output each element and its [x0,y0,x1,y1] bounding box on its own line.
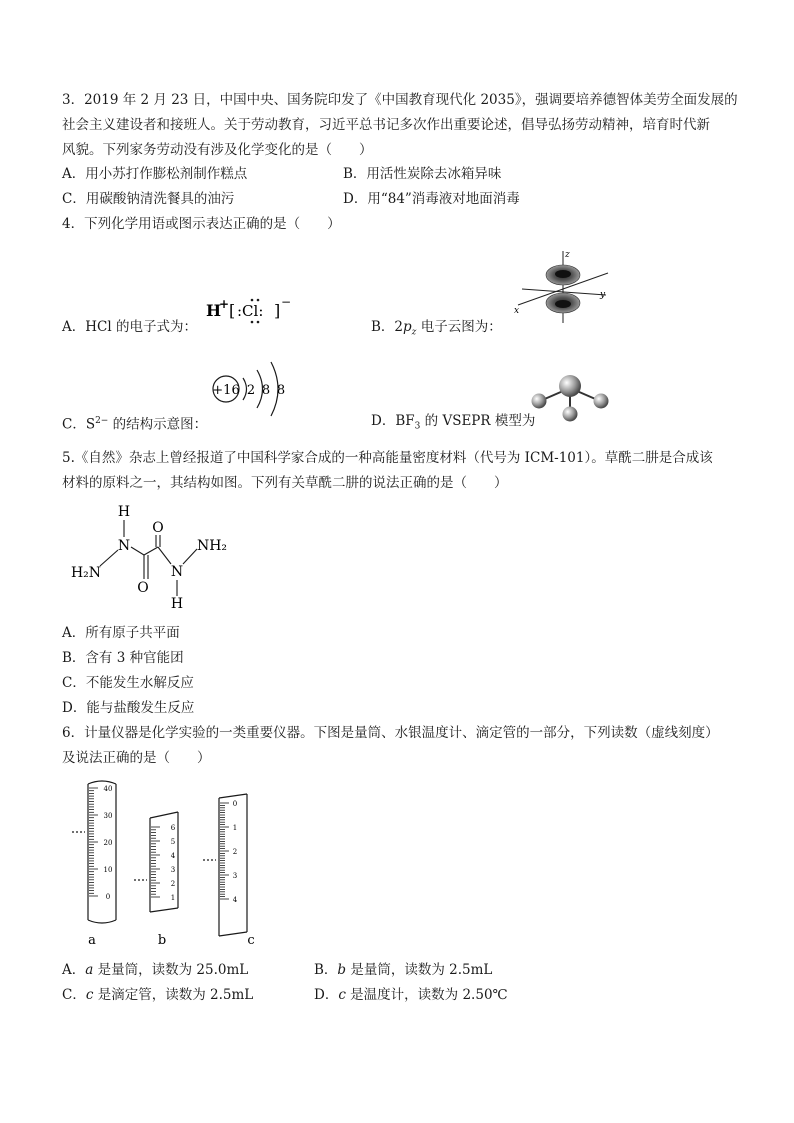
instrument-a-tick-label: 0 [105,893,111,901]
bf3-vsepr-model [526,370,612,426]
q3-stem-line1: 3．2019 年 2 月 23 日，中国中央、国务院印发了《中国教育现代化 2035》，强调要培养德智体美劳全面发展的 [62,92,738,108]
electron-dot [257,299,260,302]
x-axis-label: x [514,306,520,316]
q3-stem-line2: 社会主义建设者和接班人。关于劳动教育，习近平总书记多次作出重要论述，倡导弘扬劳动精神，培育时代新 [62,117,710,133]
electron-dot [251,299,254,302]
instrument-a-tick-label: 30 [103,812,113,820]
z-axis-label: z [565,250,570,260]
instrument-b-tick-label: 6 [170,824,176,832]
instrument-a-ticks [89,788,98,896]
instrument-c-tick-label: 0 [232,800,238,808]
q4-option-a: A．HCl 的电子式为： [62,319,197,335]
q3-stem-line3: 风貌。下列家务劳动没有涉及化学变化的是（ ） [62,142,373,158]
measuring-instruments-figure [68,778,278,950]
q6-option-d: D．c 是温度计，读数为 2.50℃ [314,987,508,1003]
hcl-h: H [206,301,222,320]
bond-c2-n [158,547,171,564]
instrument-c-ticks [220,803,229,899]
instrument-c-tick-label: 3 [232,872,238,880]
q5-option-c: C．不能发生水解反应 [62,675,194,691]
hcl-bracket-open: [ [229,301,236,320]
oxalyl-dihydrazide-structure [62,502,247,614]
q5-option-b: B．含有 3 种官能团 [62,650,184,666]
sulfide-structure-diagram [208,356,303,426]
lower-lobe-core [555,300,571,308]
hcl-plus: + [219,297,230,311]
bond-h2n-n [100,550,118,566]
q6-option-a: A．a 是量筒，读数为 25.0mL [62,962,249,978]
q4-option-d: D．$BF_3$ 的 VSEPR 模型为 [371,413,536,432]
instrument-b-tick-label: 4 [170,852,176,860]
instrument-b-bottom [150,908,178,912]
q5-stem-line1: 5.《自然》杂志上曾经报道了中国科学家合成的一种高能量密度材料（代号为 ICM-101）。草酰二肼是合成该 [62,450,713,466]
instrument-b-tick-label: 1 [170,894,176,902]
instrument-b-label: b [157,933,167,948]
q5-option-a: A．所有原子共平面 [62,625,180,641]
q6-stem-line1: 6．计量仪器是化学实验的一类重要仪器。下图是量筒、水银温度计、滴定管的一部分，下列读数（虚线刻度） [62,725,719,741]
q3-option-b: B．用活性炭除去冰箱异味 [343,166,502,182]
q4-stem: 4．下列化学用语或图示表达正确的是（ ） [62,216,341,232]
hcl-bracket-close: ] [274,301,281,320]
shell-electrons-3: 8 [276,383,286,398]
instrument-a-bottom [88,920,116,923]
instrument-c-tick-label: 1 [232,824,238,832]
instrument-a-tick-label: 40 [103,785,113,793]
atom-n-right: N [170,564,184,580]
instrument-a-tick-label: 10 [103,866,113,874]
bond-c1-c2 [144,547,158,555]
q3-option-d: D．用“84”消毒液对地面消毒 [343,191,520,207]
shell-electrons-1: 2 [246,383,256,398]
instrument-b-ticks [151,827,160,897]
instrument-c-top [219,794,247,798]
atom-h-top: H [117,504,131,520]
q3-option-c: C．用碳酸钠清洗餐具的油污 [62,191,235,207]
q3-option-a: A．用小苏打作膨松剂制作糕点 [62,166,248,182]
q6-stem-line2: 及说法正确的是（ ） [62,750,211,766]
hcl-minus: − [281,295,292,309]
nucleus-charge: +16 [212,383,240,398]
q4-option-c: C．$S^{2-}$ 的结构示意图： [62,416,208,433]
terminal-atom-ball [532,394,547,409]
atom-o-top: O [152,520,164,536]
hcl-cl: :Cl: [237,302,264,320]
q6-option-b: B．b 是量筒，读数为 2.5mL [314,962,493,978]
electron-dot [251,321,254,324]
shell-electrons-2: 8 [261,383,271,398]
central-atom-ball [559,375,581,397]
q4-option-b: B．$2p_z$ 电子云图为： [371,319,502,338]
instrument-b-top [150,812,178,818]
electron-dot [257,321,260,324]
bond-n-nh2 [183,549,197,564]
q5-option-d: D．能与盐酸发生反应 [62,700,195,716]
instrument-c-label: c [247,933,255,948]
instrument-c-tick-label: 2 [232,848,238,856]
atom-h-bottom: H [170,596,184,612]
atom-h2n-left: H₂N [70,565,102,581]
instrument-c-tick-label: 4 [232,896,238,904]
instrument-a-tick-label: 20 [103,839,113,847]
terminal-atom-ball [563,407,578,422]
atom-o-bottom: O [137,580,149,596]
bond-n-c1 [131,547,144,555]
instrument-b-tick-label: 3 [170,866,176,874]
atom-nh2-right: NH₂ [196,538,228,554]
atom-n-left: N [117,538,131,554]
pz-orbital-diagram [508,247,618,327]
terminal-atom-ball [594,394,609,409]
instrument-b-tick-label: 2 [170,880,176,888]
instrument-c-bottom [219,932,247,936]
instrument-b-tick-label: 5 [170,838,176,846]
upper-lobe-core [555,270,571,278]
instrument-a-top [88,781,116,784]
q6-option-c: C．c 是滴定管，读数为 2.5mL [62,987,254,1003]
q5-stem-line2: 材料的原料之一，其结构如图。下列有关草酰二肼的说法正确的是（ ） [62,475,508,491]
instrument-a-label: a [88,933,96,948]
hcl-electron-formula [204,292,294,328]
y-axis-label: y [600,290,606,300]
